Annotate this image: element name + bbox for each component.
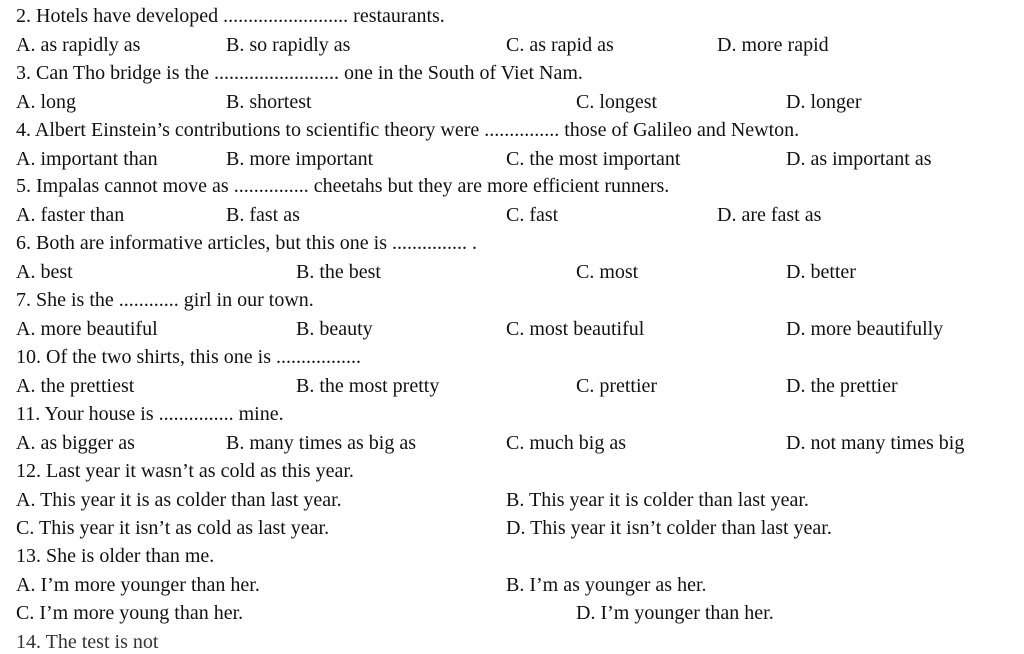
question-2: 2. Hotels have developed ......................... restaurants. (16, 5, 445, 27)
q13-option-a: A. I’m more younger than her. (16, 574, 260, 596)
q2-option-a: A. as rapidly as (16, 34, 141, 56)
q4-option-d: D. as important as (786, 148, 932, 170)
question-5: 5. Impalas cannot move as ............... cheetahs but they are more efficient runners. (16, 175, 670, 197)
question-12: 12. Last year it wasn’t as cold as this year. (16, 460, 354, 482)
q7-option-d: D. more beautifully (786, 318, 944, 340)
q5-option-d: D. are fast as (717, 204, 822, 226)
q5-option-b: B. fast as (226, 204, 300, 226)
q7-option-a: A. more beautiful (16, 318, 158, 340)
question-7: 7. She is the ............ girl in our town. (16, 289, 314, 311)
q11-option-a: A. as bigger as (16, 432, 135, 454)
q6-option-d: D. better (786, 261, 856, 283)
q12-option-d: D. This year it isn’t colder than last year. (506, 517, 832, 539)
question-10: 10. Of the two shirts, this one is ................. (16, 346, 361, 368)
q4-option-a: A. important than (16, 148, 158, 170)
question-6: 6. Both are informative articles, but this one is ............... . (16, 232, 478, 254)
q11-option-d: D. not many times big (786, 432, 965, 454)
q4-option-b: B. more important (226, 148, 374, 170)
q11-option-c: C. much big as (506, 432, 626, 454)
q13-option-d: D. I’m younger than her. (576, 602, 774, 624)
q2-option-c: C. as rapid as (506, 34, 614, 56)
question-3: 3. Can Tho bridge is the ......................... one in the South of Viet Nam. (16, 62, 583, 84)
question-4: 4. Albert Einstein’s contributions to scientific theory were ............... those of Galileo and Newton. (16, 119, 800, 141)
cropped-question-14: 14. The test is not (16, 631, 159, 653)
q12-option-a: A. This year it is as colder than last year. (16, 489, 342, 511)
question-11: 11. Your house is ............... mine. (16, 403, 284, 425)
q13-option-c: C. I’m more young than her. (16, 602, 244, 624)
q3-option-b: B. shortest (226, 91, 312, 113)
q13-option-b: B. I’m as younger as her. (506, 574, 707, 596)
q11-option-b: B. many times as big as (226, 432, 416, 454)
q3-option-c: C. longest (576, 91, 658, 113)
q12-option-c: C. This year it isn’t as cold as last year. (16, 517, 330, 539)
q3-option-d: D. longer (786, 91, 862, 113)
q5-option-a: A. faster than (16, 204, 125, 226)
q2-option-b: B. so rapidly as (226, 34, 351, 56)
q4-option-c: C. the most important (506, 148, 681, 170)
q10-option-a: A. the prettiest (16, 375, 135, 397)
q10-option-d: D. the prettier (786, 375, 898, 397)
q6-option-b: B. the best (296, 261, 381, 283)
q6-option-c: C. most (576, 261, 639, 283)
q10-option-b: B. the most pretty (296, 375, 440, 397)
q6-option-a: A. best (16, 261, 73, 283)
q12-option-b: B. This year it is colder than last year. (506, 489, 809, 511)
q7-option-c: C. most beautiful (506, 318, 645, 340)
cropped-next-line (0, 628, 1024, 653)
q2-option-d: D. more rapid (717, 34, 829, 56)
q7-option-b: B. beauty (296, 318, 373, 340)
q10-option-c: C. prettier (576, 375, 658, 397)
q5-option-c: C. fast (506, 204, 559, 226)
q3-option-a: A. long (16, 91, 76, 113)
question-13: 13. She is older than me. (16, 545, 215, 567)
